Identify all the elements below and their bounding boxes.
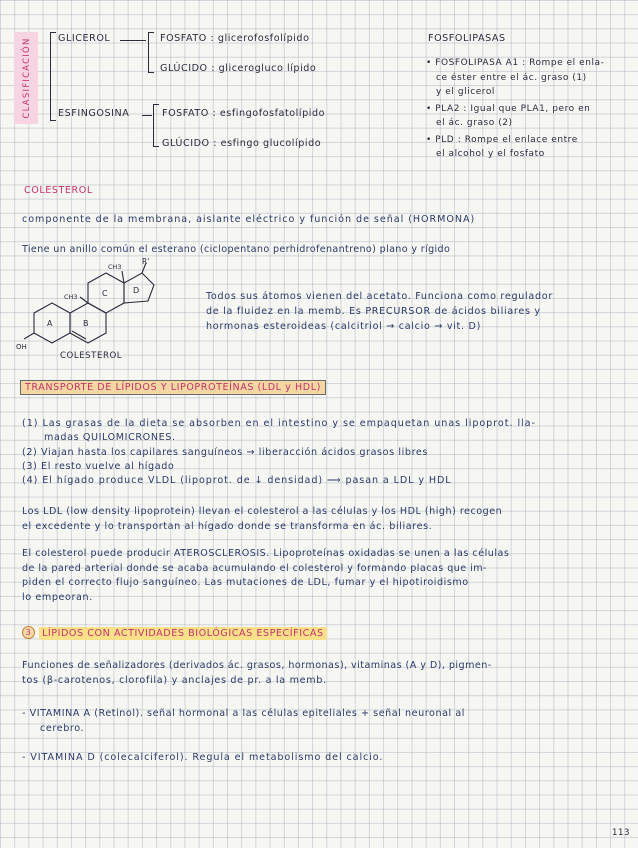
vitamina-a-line-2: cerebro. [40, 722, 85, 734]
main-bracket-top [50, 32, 56, 33]
fosfolipasas-title: FOSFOLIPASAS [428, 33, 506, 44]
page-number: 113 [612, 828, 631, 838]
ring-label-d: D [133, 286, 140, 295]
ring-label-b: B [83, 319, 89, 328]
main-bracket-bottom [50, 120, 56, 121]
main-bracket [50, 32, 51, 120]
esfingosina-glucido: GLÚCIDO : esfingo glucolípido [162, 138, 322, 149]
section-3-heading [22, 626, 327, 639]
glicerol-bracket-bottom [148, 72, 154, 73]
esfingosina-fosfato: FOSFATO : esfingofosfatolípido [162, 108, 326, 119]
glicerol-label: GLICEROL [58, 33, 111, 44]
esfingosina-label: ESFINGOSINA [58, 108, 130, 119]
glicerol-fosfato: FOSFATO : glicerofosfolípido [160, 33, 310, 44]
transporte-heading: TRANSPORTE DE LÍPIDOS Y LIPOPROTEÍNAS (LDL y HDL) [20, 380, 326, 395]
fosfolipasa-item-2-line-2: el ác. graso (2) [436, 118, 513, 128]
transporte-step-5: (4) El hígado produce VLDL (lipoprot. de ↓ densidad) ⟹ pasan a LDL y HDL [22, 475, 452, 487]
aterosclerosis-line-3: piden el correcto flujo sanguíneo. Las mutaciones de LDL, fumar y el hipotiroidismo [22, 577, 469, 588]
aterosclerosis-line-1: El colesterol puede producir ATEROSCLEROSIS. Lipoproteínas oxidadas se unen a las células [22, 548, 510, 559]
section-3-intro-line-1: Funciones de señalizadores (derivados ác. grasos, hormonas), vitaminas (A y D), pigmen- [22, 660, 492, 671]
esfingosina-connector [142, 115, 152, 116]
transporte-step-1: (1) Las grasas de la dieta se absorben en el intestino y se empaquetan unas lipoprot. lla- [22, 418, 536, 429]
colesterol-desc-line-3: hormonas esteroideas (calcitriol → calcio → vit. D) [206, 321, 482, 332]
transporte-step-4: (3) El resto vuelve al hígado [22, 460, 175, 472]
section-3-title: LÍPIDOS CON ACTIVIDADES BIOLÓGICAS ESPECÍFICAS [39, 627, 327, 640]
fosfolipasa-item-2-line-1: • PLA2 : Igual que PLA1, pero en [426, 103, 591, 114]
esfingosina-bracket-bottom [153, 146, 159, 147]
hydroxyl-label: OH [16, 343, 27, 351]
glicerol-connector [120, 40, 146, 41]
ring-label-a: A [47, 319, 53, 328]
classification-label: CLASIFICACIÓN [14, 32, 38, 124]
ldl-hdl-line-2: el excedente y lo transportan al hígado donde se transforma en ác. biliares. [22, 521, 433, 532]
methyl-label-c18: CH3 [108, 263, 122, 271]
section-3-intro-line-2: tos (β-carotenos, clorofila) y anclajes de pr. a la memb. [22, 675, 327, 686]
fosfolipasa-item-1-line-3: y el glicerol [436, 87, 495, 97]
esfingosina-bracket-top [153, 104, 159, 105]
colesterol-line-2: Tiene un anillo común el esterano (ciclopentano perhidrofenantreno) plano y rígido [22, 244, 451, 255]
cholesterol-structure [14, 255, 199, 365]
glicerol-glucido: GLÚCIDO : glicerogluco lípido [160, 63, 317, 74]
esfingosina-bracket [153, 104, 154, 146]
vitamina-d: - VITAMINA D (colecalciferol). Regula el metabolismo del calcio. [22, 752, 384, 763]
glicerol-bracket [148, 32, 149, 72]
vitamina-a-line-1: - VITAMINA A (Retinol). señal hormonal a las células epiteliales + señal neuronal al [22, 708, 465, 719]
fosfolipasa-item-3-line-2: el alcohol y el fosfato [436, 149, 545, 159]
colesterol-line-1: componente de la membrana, aislante eléctrico y función de señal (HORMONA) [22, 214, 476, 225]
ldl-hdl-line-1: Los LDL (low density lipoprotein) llevan el colesterol a las células y los HDL (high) recogen [22, 506, 503, 517]
methyl-label-c19: CH3 [64, 293, 78, 301]
side-chain-label: R' [142, 257, 150, 266]
molecule-caption: COLESTEROL [60, 351, 123, 361]
glicerol-bracket-top [148, 32, 154, 33]
section-number: 3 [22, 626, 35, 639]
fosfolipasa-item-1-line-1: • FOSFOLIPASA A1 : Rompe el enla- [426, 58, 605, 68]
fosfolipasa-item-3-line-1: • PLD : Rompe el enlace entre [426, 134, 578, 145]
transporte-step-3: (2) Viajan hasta los capilares sanguíneos → liberacción ácidos grasos libres [22, 446, 429, 458]
aterosclerosis-line-4: lo empeoran. [22, 591, 93, 603]
transporte-step-2: madas QUILOMICRONES. [44, 432, 176, 444]
colesterol-desc-line-2: de la fluidez en la memb. Es PRECURSOR de ácidos biliares y [206, 306, 541, 317]
aterosclerosis-line-2: de la pared arterial donde se acaba acumulando el colesterol y formando placas que im- [22, 562, 487, 574]
fosfolipasa-item-1-line-2: ce éster entre el ác. graso (1) [436, 72, 587, 83]
ring-label-c: C [102, 289, 108, 298]
colesterol-heading: COLESTEROL [24, 185, 93, 196]
colesterol-desc-line-1: Todos sus átomos vienen del acetato. Funciona como regulador [206, 291, 553, 302]
